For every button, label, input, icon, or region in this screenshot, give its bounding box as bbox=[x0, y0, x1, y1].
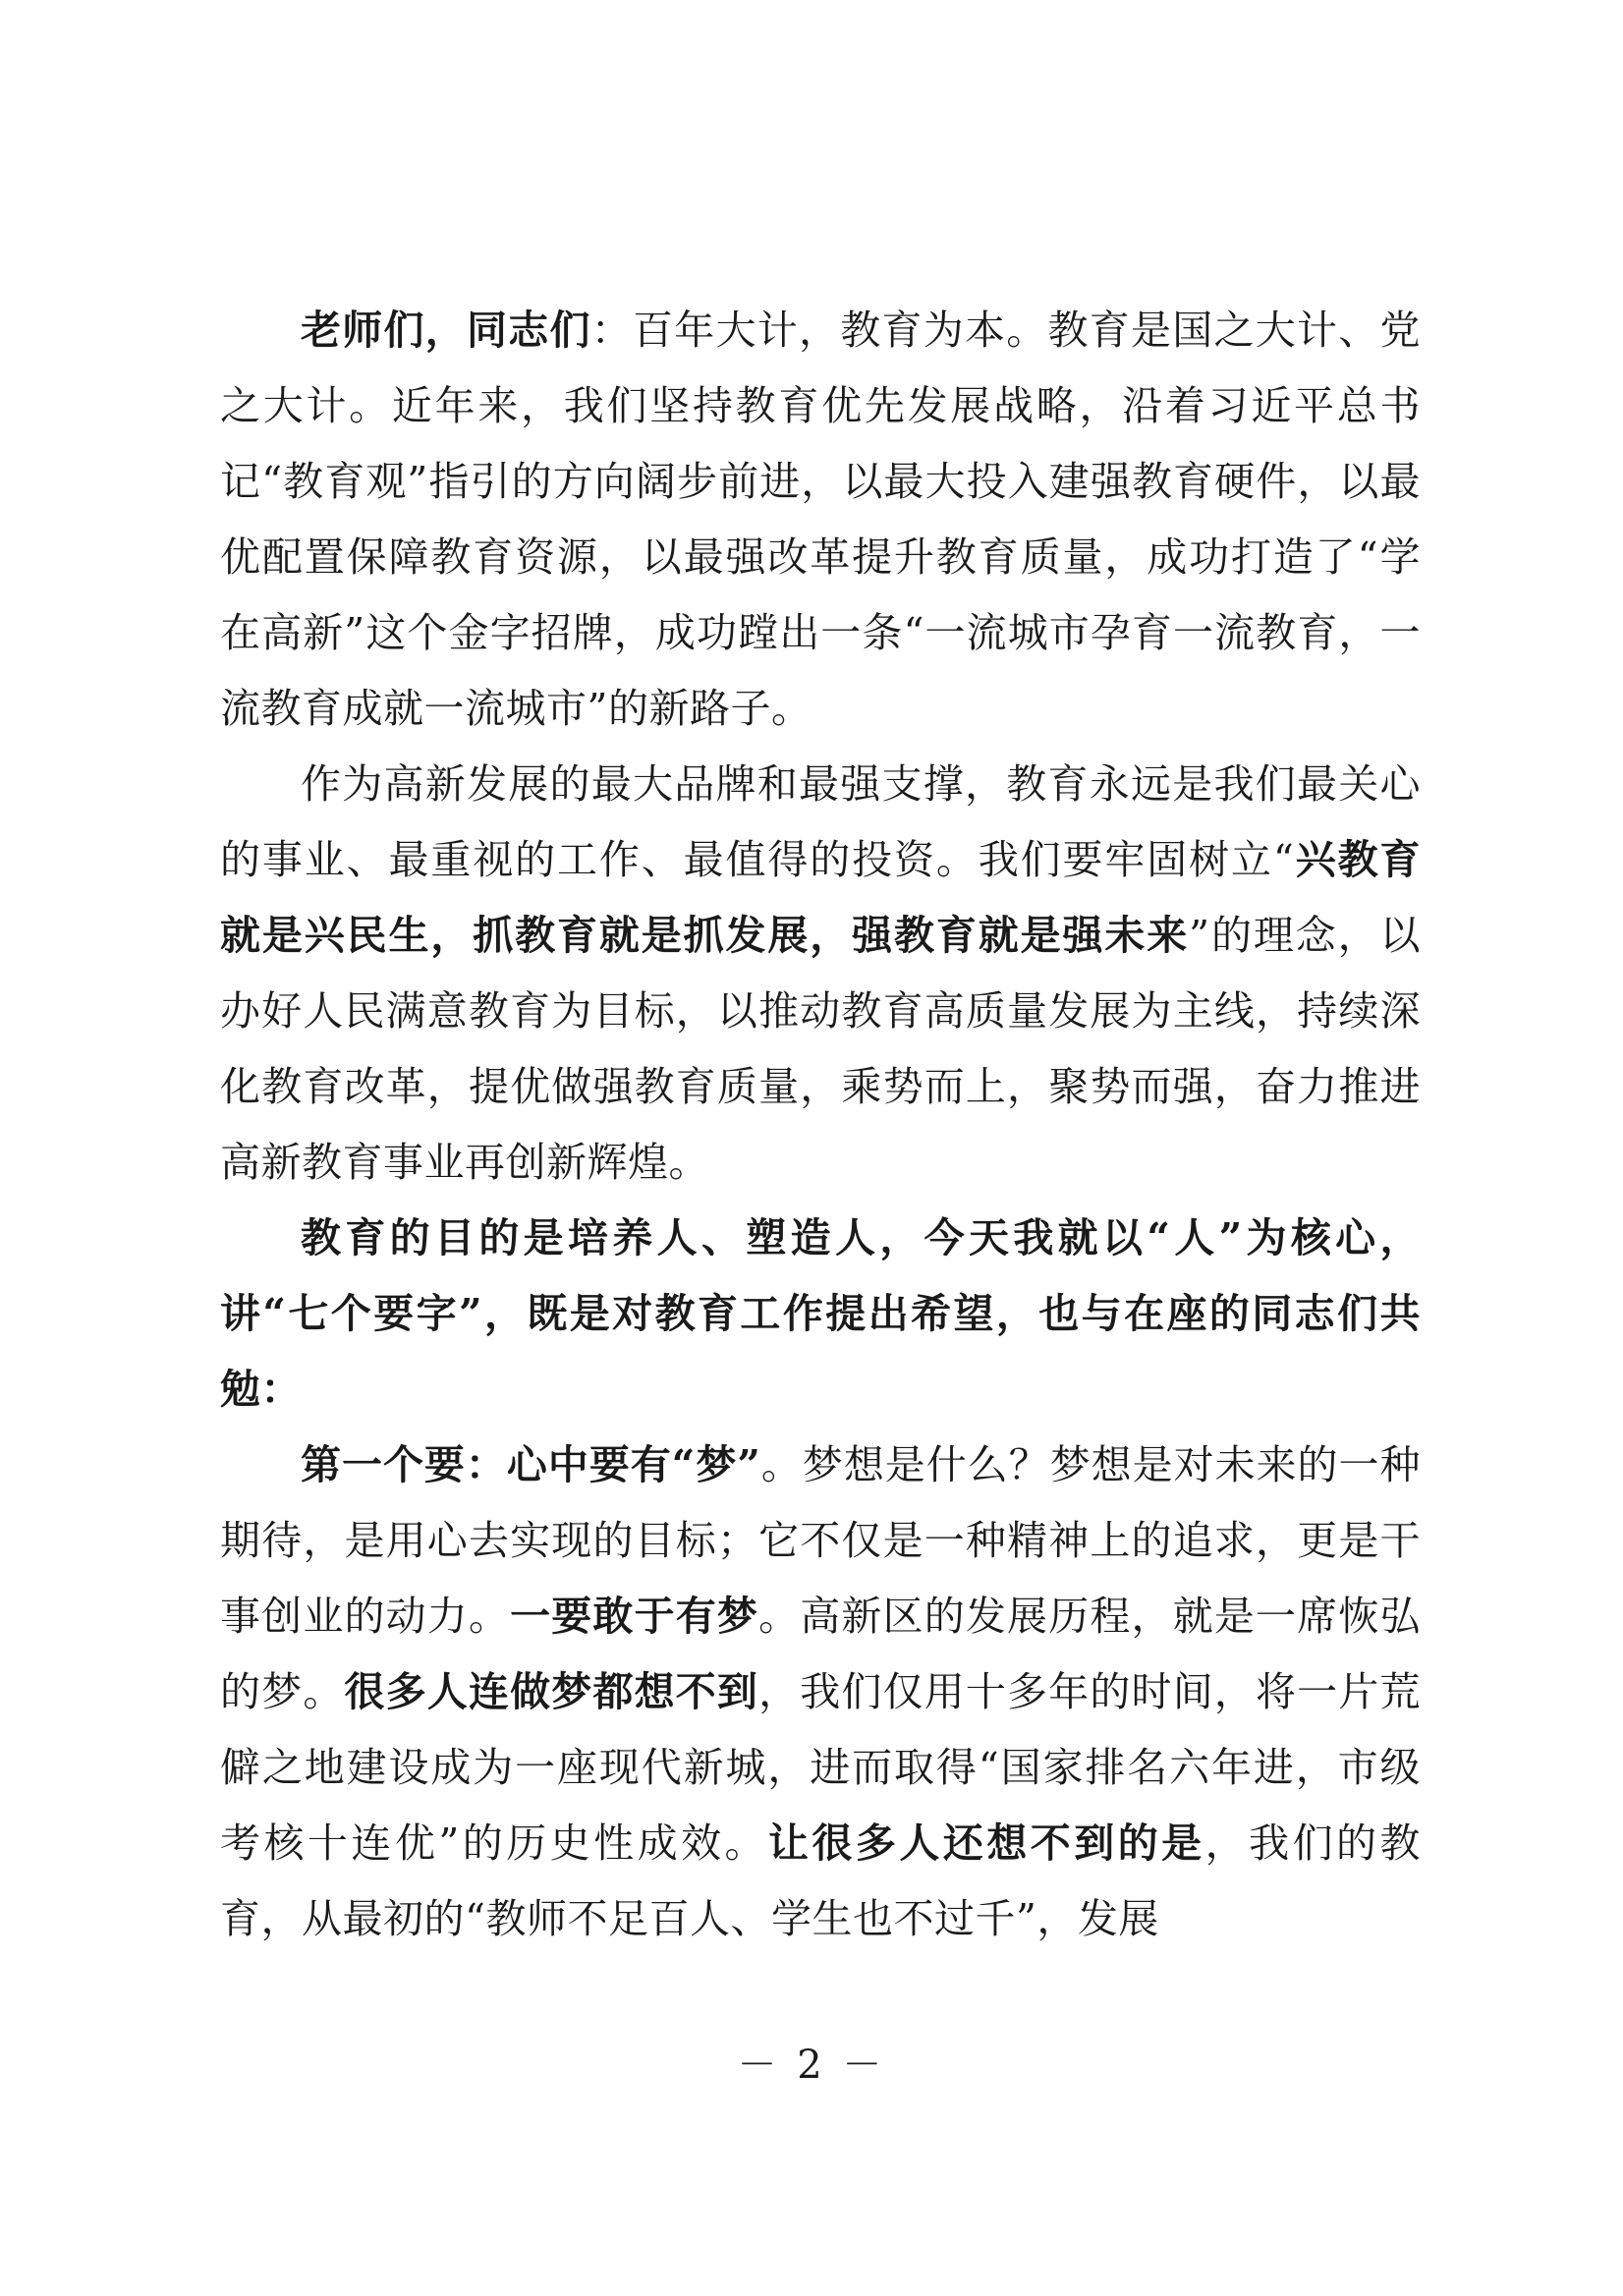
section-heading: 第一个要：心中要有“梦” bbox=[301, 1441, 761, 1488]
paragraph-3 bbox=[220, 1201, 1421, 1428]
paragraph-text: ：百年大计，教育为本。教育是国之大计、党之大计。近年来，我们坚持教育优先发展战略，沿着习近平总书记“教育观”指引的方向阔步前进，以最大投入建强教育硬件，以最优配置保障教育资源，以最强改革提升教育质量，成功打造了“学在高新”这个金字招牌，成功蹚出一条“一流城市孕育一流教育，一流教育成就一流城市”的新路子。 bbox=[220, 307, 1421, 732]
emphasis-text: 让很多人还想不到的是 bbox=[768, 1820, 1205, 1867]
document-body bbox=[220, 293, 1421, 1957]
paragraph-text: ”的理念，以办好人民满意教育为目标，以推动教育高质量发展为主线，持续深化教育改革，提优做强教育质量，乘势而上，聚势而强，奋力推进高新教育事业再创新辉煌。 bbox=[220, 912, 1421, 1186]
paragraph-2 bbox=[220, 747, 1421, 1201]
paragraph-text: ，我们仅用十多年的时间，将一片荒僻之地建设成为一座现代新城，进而取得“国家排名六年进，市级考核十连优”的历史性成效。 bbox=[220, 1668, 1422, 1867]
emphasis-text: 教育的目的是培养人、塑造人，今天我就以“人”为核心，讲“七个要字”，既是对教育工作提出希望，也与在座的同志们共勉： bbox=[220, 1214, 1421, 1413]
page-number: － 2 － bbox=[737, 2043, 886, 2088]
paragraph-text: ，我们的教育，从最初的“教师不足百人、学生也不过千”，发展 bbox=[220, 1820, 1421, 1942]
emphasis-text: 一要敢于有梦 bbox=[510, 1593, 759, 1640]
paragraph-4 bbox=[220, 1428, 1421, 1957]
salutation: 老师们，同志们 bbox=[301, 307, 591, 354]
paragraph-text: 作为高新发展的最大品牌和最强支撑，教育永远是我们最关心的事业、最重视的工作、最值得的投资。我们要牢固树立“ bbox=[220, 760, 1421, 883]
paragraph-text: 。梦想是什么？梦想是对未来的一种期待，是用心去实现的目标；它不仅是一种精神上的追求，更是干事创业的动力。 bbox=[220, 1441, 1422, 1640]
emphasis-text: 很多人连做梦都想不到 bbox=[344, 1668, 759, 1715]
paragraph-1 bbox=[220, 293, 1421, 747]
paragraph-text: 。高新区的发展历程，就是一席恢弘的梦。 bbox=[220, 1593, 1422, 1715]
emphasis-text: 兴教育就是兴民生，抓教育就是抓发展，强教育就是强未来 bbox=[220, 836, 1422, 959]
